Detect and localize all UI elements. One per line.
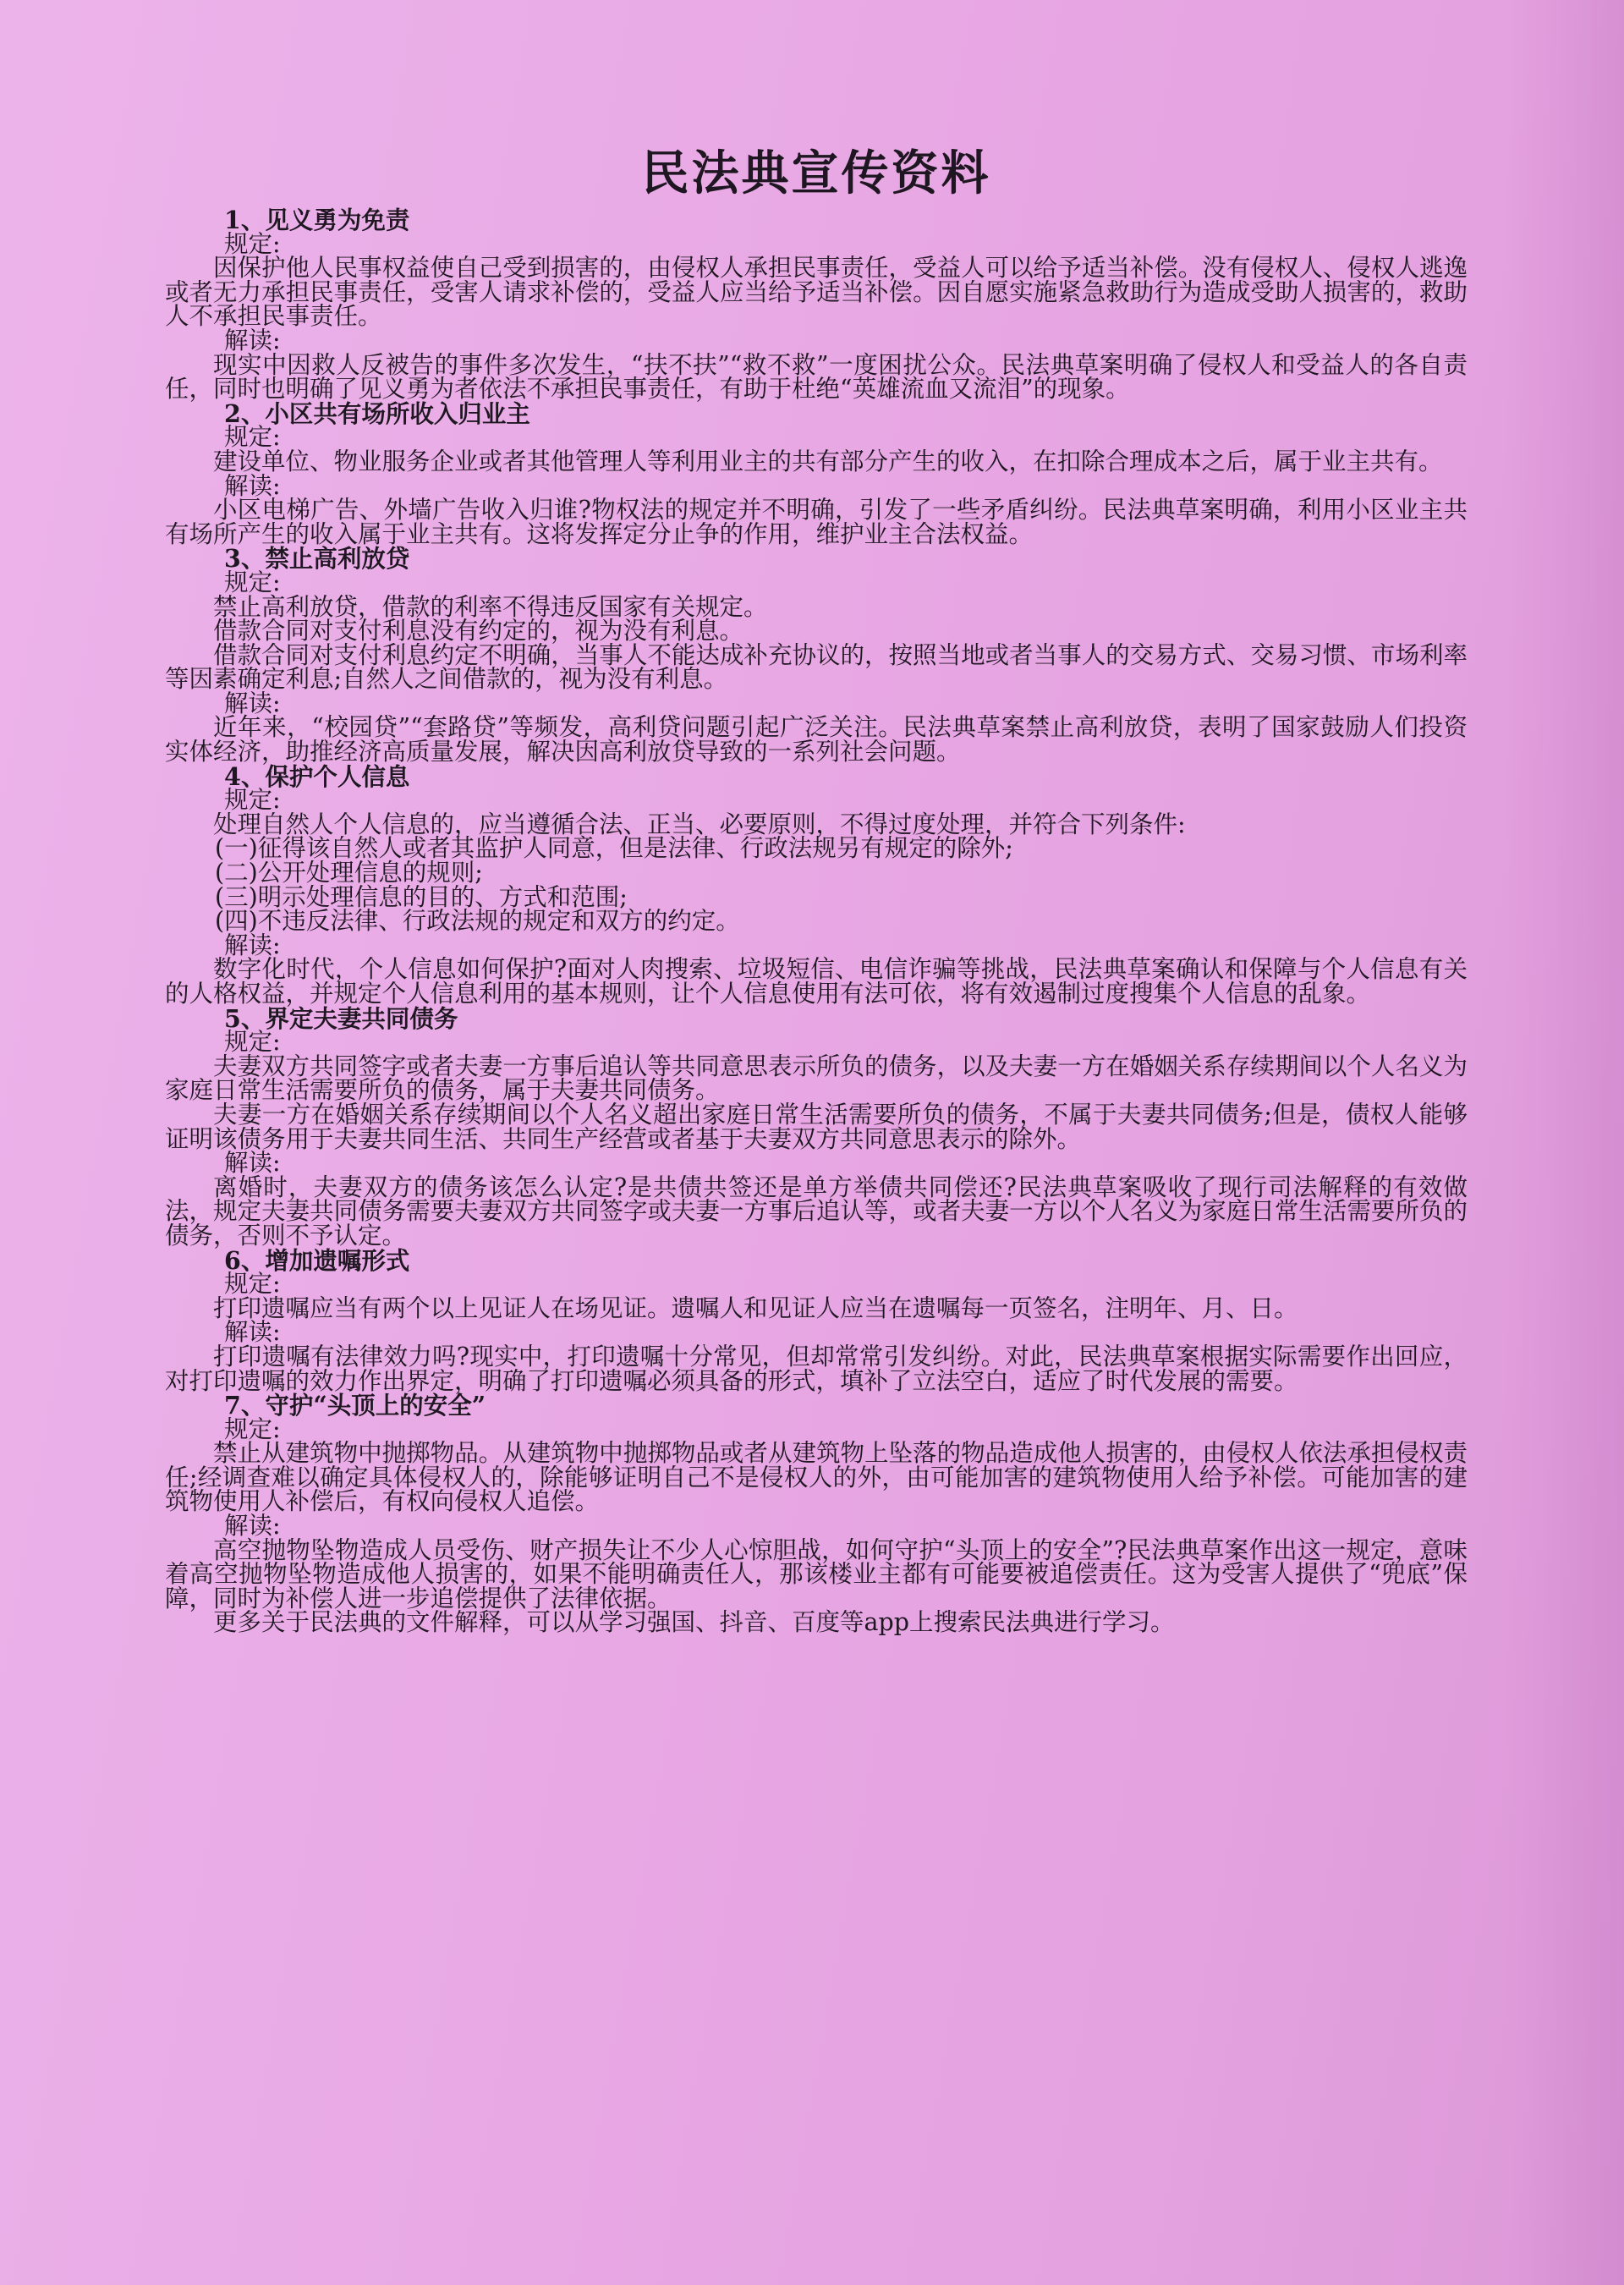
interpretation-label: 解读: (224, 1512, 281, 1541)
rule-label: 规定: (224, 1414, 281, 1443)
section-1 (165, 208, 1468, 402)
rule-paragraph: 夫妻一方在婚姻关系存续期间以个人名义超出家庭日常生活需要所负的债务，不属于夫妻共同债务;但是，债权人能够证明该债务用于夫妻共同生活、共同生产经营或者基于夫妻双方共同意思表示的除外。 (165, 1100, 1468, 1153)
rule-label: 规定: (224, 1028, 281, 1057)
rule-paragraph: 处理自然人个人信息的，应当遵循合法、正当、必要原则，不得过度处理，并符合下列条件: (213, 810, 1186, 838)
rule-list-item: (三)明示处理信息的目的、方式和范围; (215, 882, 628, 911)
interpretation-label: 解读: (224, 471, 281, 500)
interpretation-paragraph: 数字化时代，个人信息如何保护?面对人肉搜索、垃圾短信、电信诈骗等挑战，民法典草案确认和保障与个人信息有关的人格权益，并规定个人信息利用的基本规则，让个人信息使用有法可依，将有效遏制过度搜集个人信息的乱象。 (165, 955, 1468, 1008)
rule-paragraph: 打印遗嘱应当有两个以上见证人在场见证。遗嘱人和见证人应当在遗嘱每一页签名，注明年、月、日。 (213, 1294, 1298, 1322)
interpretation-label: 解读: (224, 326, 281, 354)
rule-label: 规定: (224, 229, 281, 258)
interpretation-paragraph: 小区电梯广告、外墙广告收入归谁?物权法的规定并不明确，引发了一些矛盾纠纷。民法典草案明确，利用小区业主共有场所产生的收入属于业主共有。这将发挥定分止争的作用，维护业主合法权益。 (165, 496, 1468, 548)
page-shadow (1506, 0, 1624, 2285)
rule-label: 规定: (224, 1270, 281, 1299)
rule-label: 规定: (224, 423, 281, 452)
interpretation-label: 解读: (224, 1149, 281, 1178)
interpretation-paragraph: 高空抛物坠物造成人员受伤、财产损失让不少人心惊胆战，如何守护“头顶上的安全”?民法典草案作出这一规定，意味着高空抛物坠物造成他人损害的，如果不能明确责任人，那该楼业主都有可能要被追偿责任。这为受害人提供了“兜底”保障，同时为补偿人进一步追偿提供了法律依据。 (165, 1535, 1468, 1612)
interpretation-label: 解读: (224, 1318, 281, 1347)
section-heading: 1、见义勇为免责 (224, 206, 410, 234)
rule-paragraph: 因保护他人民事权益使自己受到损害的，由侵权人承担民事责任，受益人可以给予适当补偿。没有侵权人、侵权人逃逸或者无力承担民事责任，受害人请求补偿的，受益人应当给予适当补偿。因自愿实施紧急救助行为造成受助人损害的，救助人不承担民事责任。 (165, 254, 1468, 331)
rule-list-item: (二)公开处理信息的规则; (215, 859, 483, 887)
section-5 (165, 1003, 1468, 1250)
interpretation-label: 解读: (224, 689, 281, 717)
section-4 (165, 761, 1468, 1008)
document-body (165, 208, 1468, 1611)
rule-paragraph: 借款合同对支付利息没有约定的，视为没有利息。 (213, 617, 744, 645)
document-title: 民法典宣传资料 (641, 146, 991, 201)
rule-list-item: (四)不违反法律、行政法规的规定和双方的约定。 (215, 907, 740, 936)
closing-note: 更多关于民法典的文件解释，可以从学习强国、抖音、百度等app上搜索民法典进行学习。 (213, 1608, 1175, 1637)
rule-paragraph: 夫妻双方共同签字或者夫妻一方事后追认等共同意思表示所负的债务，以及夫妻一方在婚姻关系存续期间以个人名义为家庭日常生活需要所负的债务，属于夫妻共同债务。 (165, 1052, 1468, 1105)
section-6 (165, 1245, 1468, 1395)
section-3 (165, 544, 1468, 766)
section-heading: 2、小区共有场所收入归业主 (224, 398, 530, 428)
section-heading: 3、禁止高利放贷 (224, 544, 410, 574)
section-heading: 5、界定夫妻共同债务 (224, 1003, 458, 1033)
interpretation-paragraph: 打印遗嘱有法律效力吗?现实中，打印遗嘱十分常见，但却常常引发纠纷。对此，民法典草案根据实际需要作出回应，对打印遗嘱的效力作出界定，明确了打印遗嘱必须具备的形式，填补了立法空白，适应了时代发展的需要。 (165, 1342, 1468, 1395)
rule-label: 规定: (224, 786, 281, 815)
rule-paragraph: 禁止从建筑物中抛掷物品。从建筑物中抛掷物品或者从建筑物上坠落的物品造成他人损害的，由侵权人依法承担侵权责任;经调查难以确定具体侵权人的，除能够证明自己不是侵权人的外，由可能加害的建筑物使用人给予补偿。可能加害的建筑物使用人补偿后，有权向侵权人追偿。 (165, 1439, 1468, 1516)
section-heading: 4、保护个人信息 (224, 761, 410, 791)
section-heading: 6、增加遗嘱形式 (224, 1245, 410, 1275)
rule-paragraph: 借款合同对支付利息约定不明确，当事人不能达成补充协议的，按照当地或者当事人的交易方式、交易习惯、市场利率等因素确定利息;自然人之间借款的，视为没有利息。 (165, 640, 1468, 694)
section-7 (165, 1393, 1468, 1611)
interpretation-paragraph: 近年来，“校园贷”“套路贷”等频发，高利贷问题引起广泛关注。民法典草案禁止高利放贷，表明了国家鼓励人们投资实体经济，助推经济高质量发展，解决因高利放贷导致的一系列社会问题。 (165, 713, 1468, 766)
section-2 (165, 398, 1468, 548)
rule-paragraph: 禁止高利放贷，借款的利率不得违反国家有关规定。 (213, 592, 768, 621)
interpretation-paragraph: 离婚时，夫妻双方的债务该怎么认定?是共债共签还是单方举债共同偿还?民法典草案吸收了现行司法解释的有效做法，规定夫妻共同债务需要夫妻双方共同签字或夫妻一方事后追认等，或者夫妻一方以个人名义为家庭日常生活需要所负的债务，否则不予认定。 (165, 1173, 1468, 1250)
rule-label: 规定: (224, 568, 281, 596)
rule-list-item: (一)征得该自然人或者其监护人同意，但是法律、行政法规另有规定的除外; (215, 834, 1013, 863)
interpretation-paragraph: 现实中因救人反被告的事件多次发生，“扶不扶”“救不救”一度困扰公众。民法典草案明确了侵权人和受益人的各自责任，同时也明确了见义勇为者依法不承担民事责任，有助于杜绝“英雄流血又流泪”的现象。 (165, 350, 1468, 404)
interpretation-label: 解读: (224, 931, 281, 959)
section-heading: 7、守护“头顶上的安全” (224, 1391, 486, 1420)
rule-paragraph: 建设单位、物业服务企业或者其他管理人等利用业主的共有部分产生的收入，在扣除合理成本之后，属于业主共有。 (213, 447, 1443, 475)
